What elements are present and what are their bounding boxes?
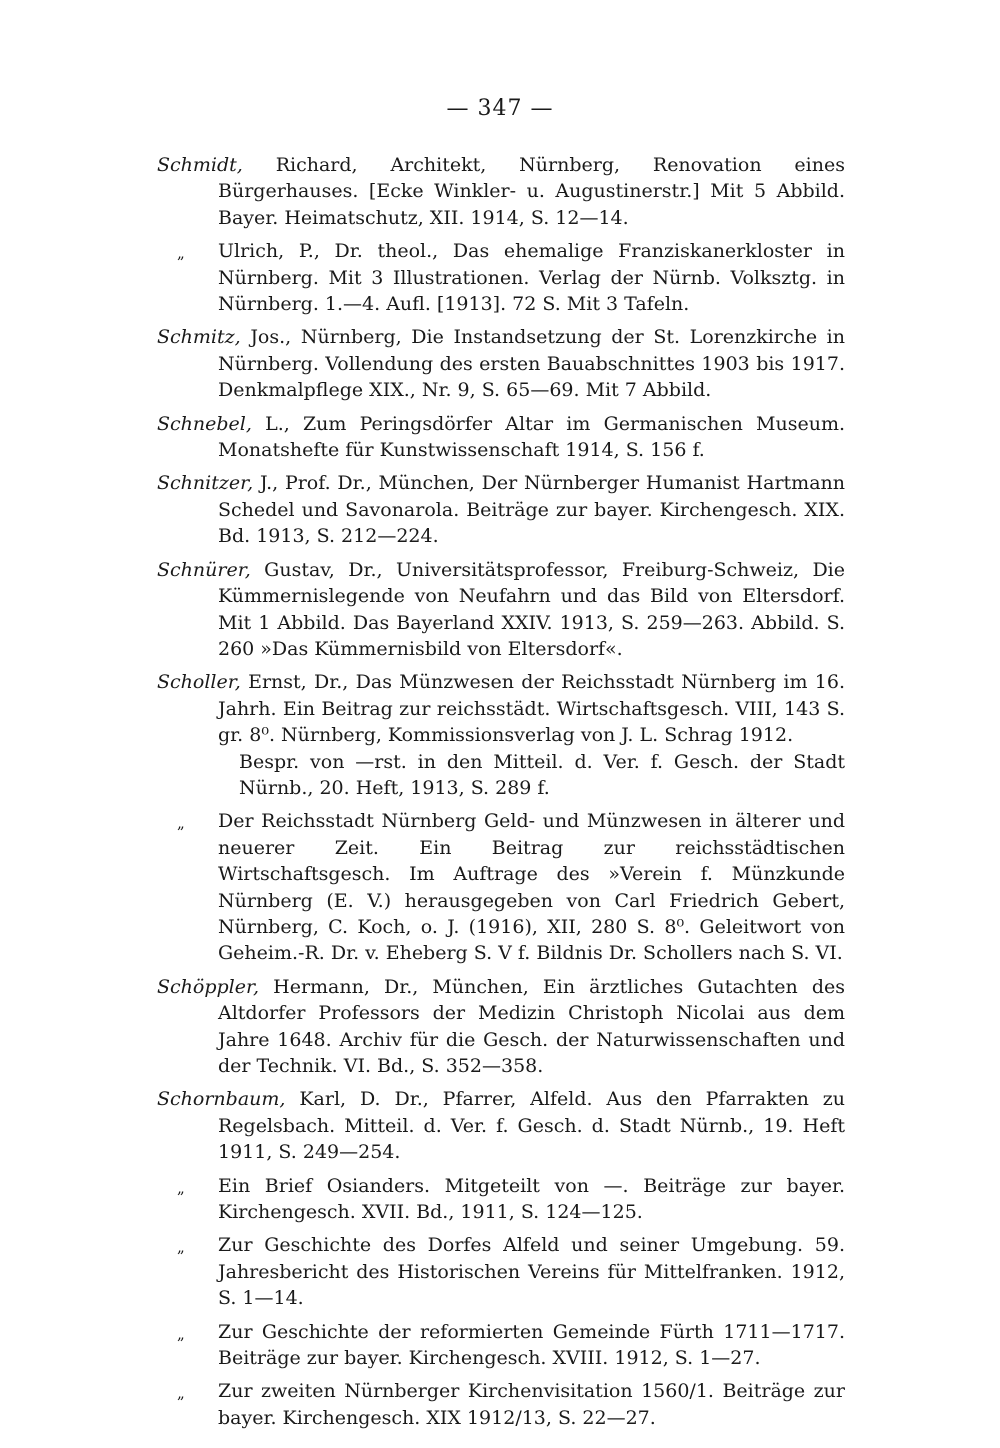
- bibliography-subentry: [157, 1232, 845, 1311]
- bibliography-entry: [157, 470, 845, 549]
- entry-author: Schöppler,: [157, 975, 260, 998]
- bibliography-subentry: [157, 1319, 845, 1372]
- bibliography-subentry: [157, 1173, 845, 1226]
- entry-text: Hermann, Dr., München, Ein ärztliches Gutachten des Altdorfer Professors der Medizin Christoph Nicolai aus dem Jahre 1648. Archiv für die Gesch. der Naturwissenschaften und der Technik. VI. Bd., S. 352—358.: [218, 975, 846, 1077]
- entry-author: Schmidt,: [157, 154, 243, 176]
- page-number: — 347 —: [446, 96, 554, 121]
- bibliography-subentry: [157, 808, 845, 966]
- entry-author: Scholler,: [157, 671, 241, 694]
- ditto-mark: „: [177, 814, 185, 833]
- bibliography-entry: [157, 974, 845, 1080]
- bibliography-entry: [157, 324, 845, 403]
- bibliography-entry: [157, 557, 845, 663]
- entry-text: Karl, D. Dr., Pfarrer, Alfeld. Aus den Pfarrakten zu Regelsbach. Mitteil. d. Ver. f. Gesch. d. Stadt Nürnb., 19. Heft 1911, S. 249—254.: [218, 1088, 845, 1164]
- entry-text: Zur Geschichte der reformierten Gemeinde Fürth 1711—1717. Beiträge zur bayer. Kirchengesch. XVIII. 1912, S. 1—27.: [218, 1320, 845, 1370]
- entry-text: Ernst, Dr., Das Münzwesen der Reichsstadt Nürnberg im 16. Jahrh. Ein Beitrag zur reichsstädt. Wirtschaftsgesch. VIII, 143 S. gr. 8⁰. Nürnberg, Kommissionsverlag von J. L. Schrag 1912.: [218, 671, 845, 747]
- ditto-mark: „: [177, 1238, 185, 1257]
- entry-text: Richard, Architekt, Nürnberg, Renovation eines Bürgerhauses. [Ecke Winkler- u. Augustinerstr.] Mit 5 Abbild. Bayer. Heimatschutz, XII. 1914, S. 12—14.: [218, 154, 845, 229]
- entry-author: Schnitzer,: [157, 472, 254, 495]
- bibliography-entry: [157, 152, 845, 231]
- bibliography-entry: [157, 669, 845, 748]
- entry-text: Zur Geschichte des Dorfes Alfeld und seiner Umgebung. 59. Jahresbericht des Historischen Vereins für Mittelfranken. 1912, S. 1—14.: [218, 1234, 845, 1310]
- entry-text: Ulrich, P., Dr. theol., Das ehemalige Franziskanerkloster in Nürnberg. Mit 3 Illustrationen. Verlag der Nürnb. Volksztg. in Nürnberg. 1.—4. Aufl. [1913]. 72 S. Mit 3 Tafeln.: [218, 240, 845, 316]
- review-note: Bespr. von —rst. in den Mitteil. d. Ver. f. Gesch. der Stadt Nürnb., 20. Heft, 1913, S. 289 f.: [239, 750, 845, 799]
- entry-author: Schnebel,: [157, 412, 252, 435]
- ditto-mark: „: [177, 244, 185, 263]
- bibliography-entry: [157, 411, 845, 464]
- ditto-mark: „: [177, 1384, 185, 1403]
- entry-text: L., Zum Peringsdörfer Altar im Germanischen Museum. Monatshefte für Kunstwissenschaft 1914, S. 156 f.: [218, 412, 845, 462]
- bibliography-list: [157, 152, 845, 1438]
- entry-text: Ein Brief Osianders. Mitgeteilt von —. Beiträge zur bayer. Kirchengesch. XVII. Bd., 1911, S. 124—125.: [218, 1174, 845, 1224]
- bibliography-entry: [157, 1086, 845, 1165]
- entry-text: Gustav, Dr., Universitätsprofessor, Freiburg-Schweiz, Die Kümmernislegende von Neufahrn und das Bild von Eltersdorf. Mit 1 Abbild. Das Bayerland XXIV. 1913, S. 259—263. Abbild. S. 260 »Das Kümmernisbild von Eltersdorf«.: [218, 558, 845, 660]
- entry-author: Schnürer,: [157, 558, 251, 581]
- ditto-mark: „: [177, 1178, 185, 1197]
- entry-text: J., Prof. Dr., München, Der Nürnberger Humanist Hartmann Schedel und Savonarola. Beiträge zur bayer. Kirchengesch. XIX. Bd. 1913, S. 212—224.: [218, 472, 845, 548]
- ditto-mark: „: [177, 1324, 185, 1343]
- entry-text: Zur zweiten Nürnberger Kirchenvisitation 1560/1. Beiträge zur bayer. Kirchengesch. XIX 1912/13, S. 22—27.: [218, 1380, 845, 1429]
- entry-author: Schmitz,: [157, 326, 241, 349]
- bibliography-subentry: [157, 238, 845, 317]
- entry-text: Der Reichsstadt Nürnberg Geld- und Münzwesen in älterer und neuerer Zeit. Ein Beitrag zur reichsstädtischen Wirtschaftsgesch. Im Auftrage des »Verein f. Münzkunde Nürnberg (E. V.) herausgegeben von Carl Friedrich Gebert, Nürnberg, C. Koch, o. J. (1916), XII, 280 S. 8⁰. Geleitwort von Geheim.-R. Dr. v. Eheberg S. V f. Bildnis Dr. Schollers nach S. VI.: [218, 810, 845, 965]
- entry-text: Jos., Nürnberg, Die Instandsetzung der St. Lorenzkirche in Nürnberg. Vollendung des ersten Bauabschnittes 1903 bis 1917. Denkmalpflege XIX., Nr. 9, S. 65—69. Mit 7 Abbild.: [218, 326, 845, 402]
- bibliography-subentry: [157, 1378, 845, 1431]
- entry-author: Schornbaum,: [157, 1088, 286, 1111]
